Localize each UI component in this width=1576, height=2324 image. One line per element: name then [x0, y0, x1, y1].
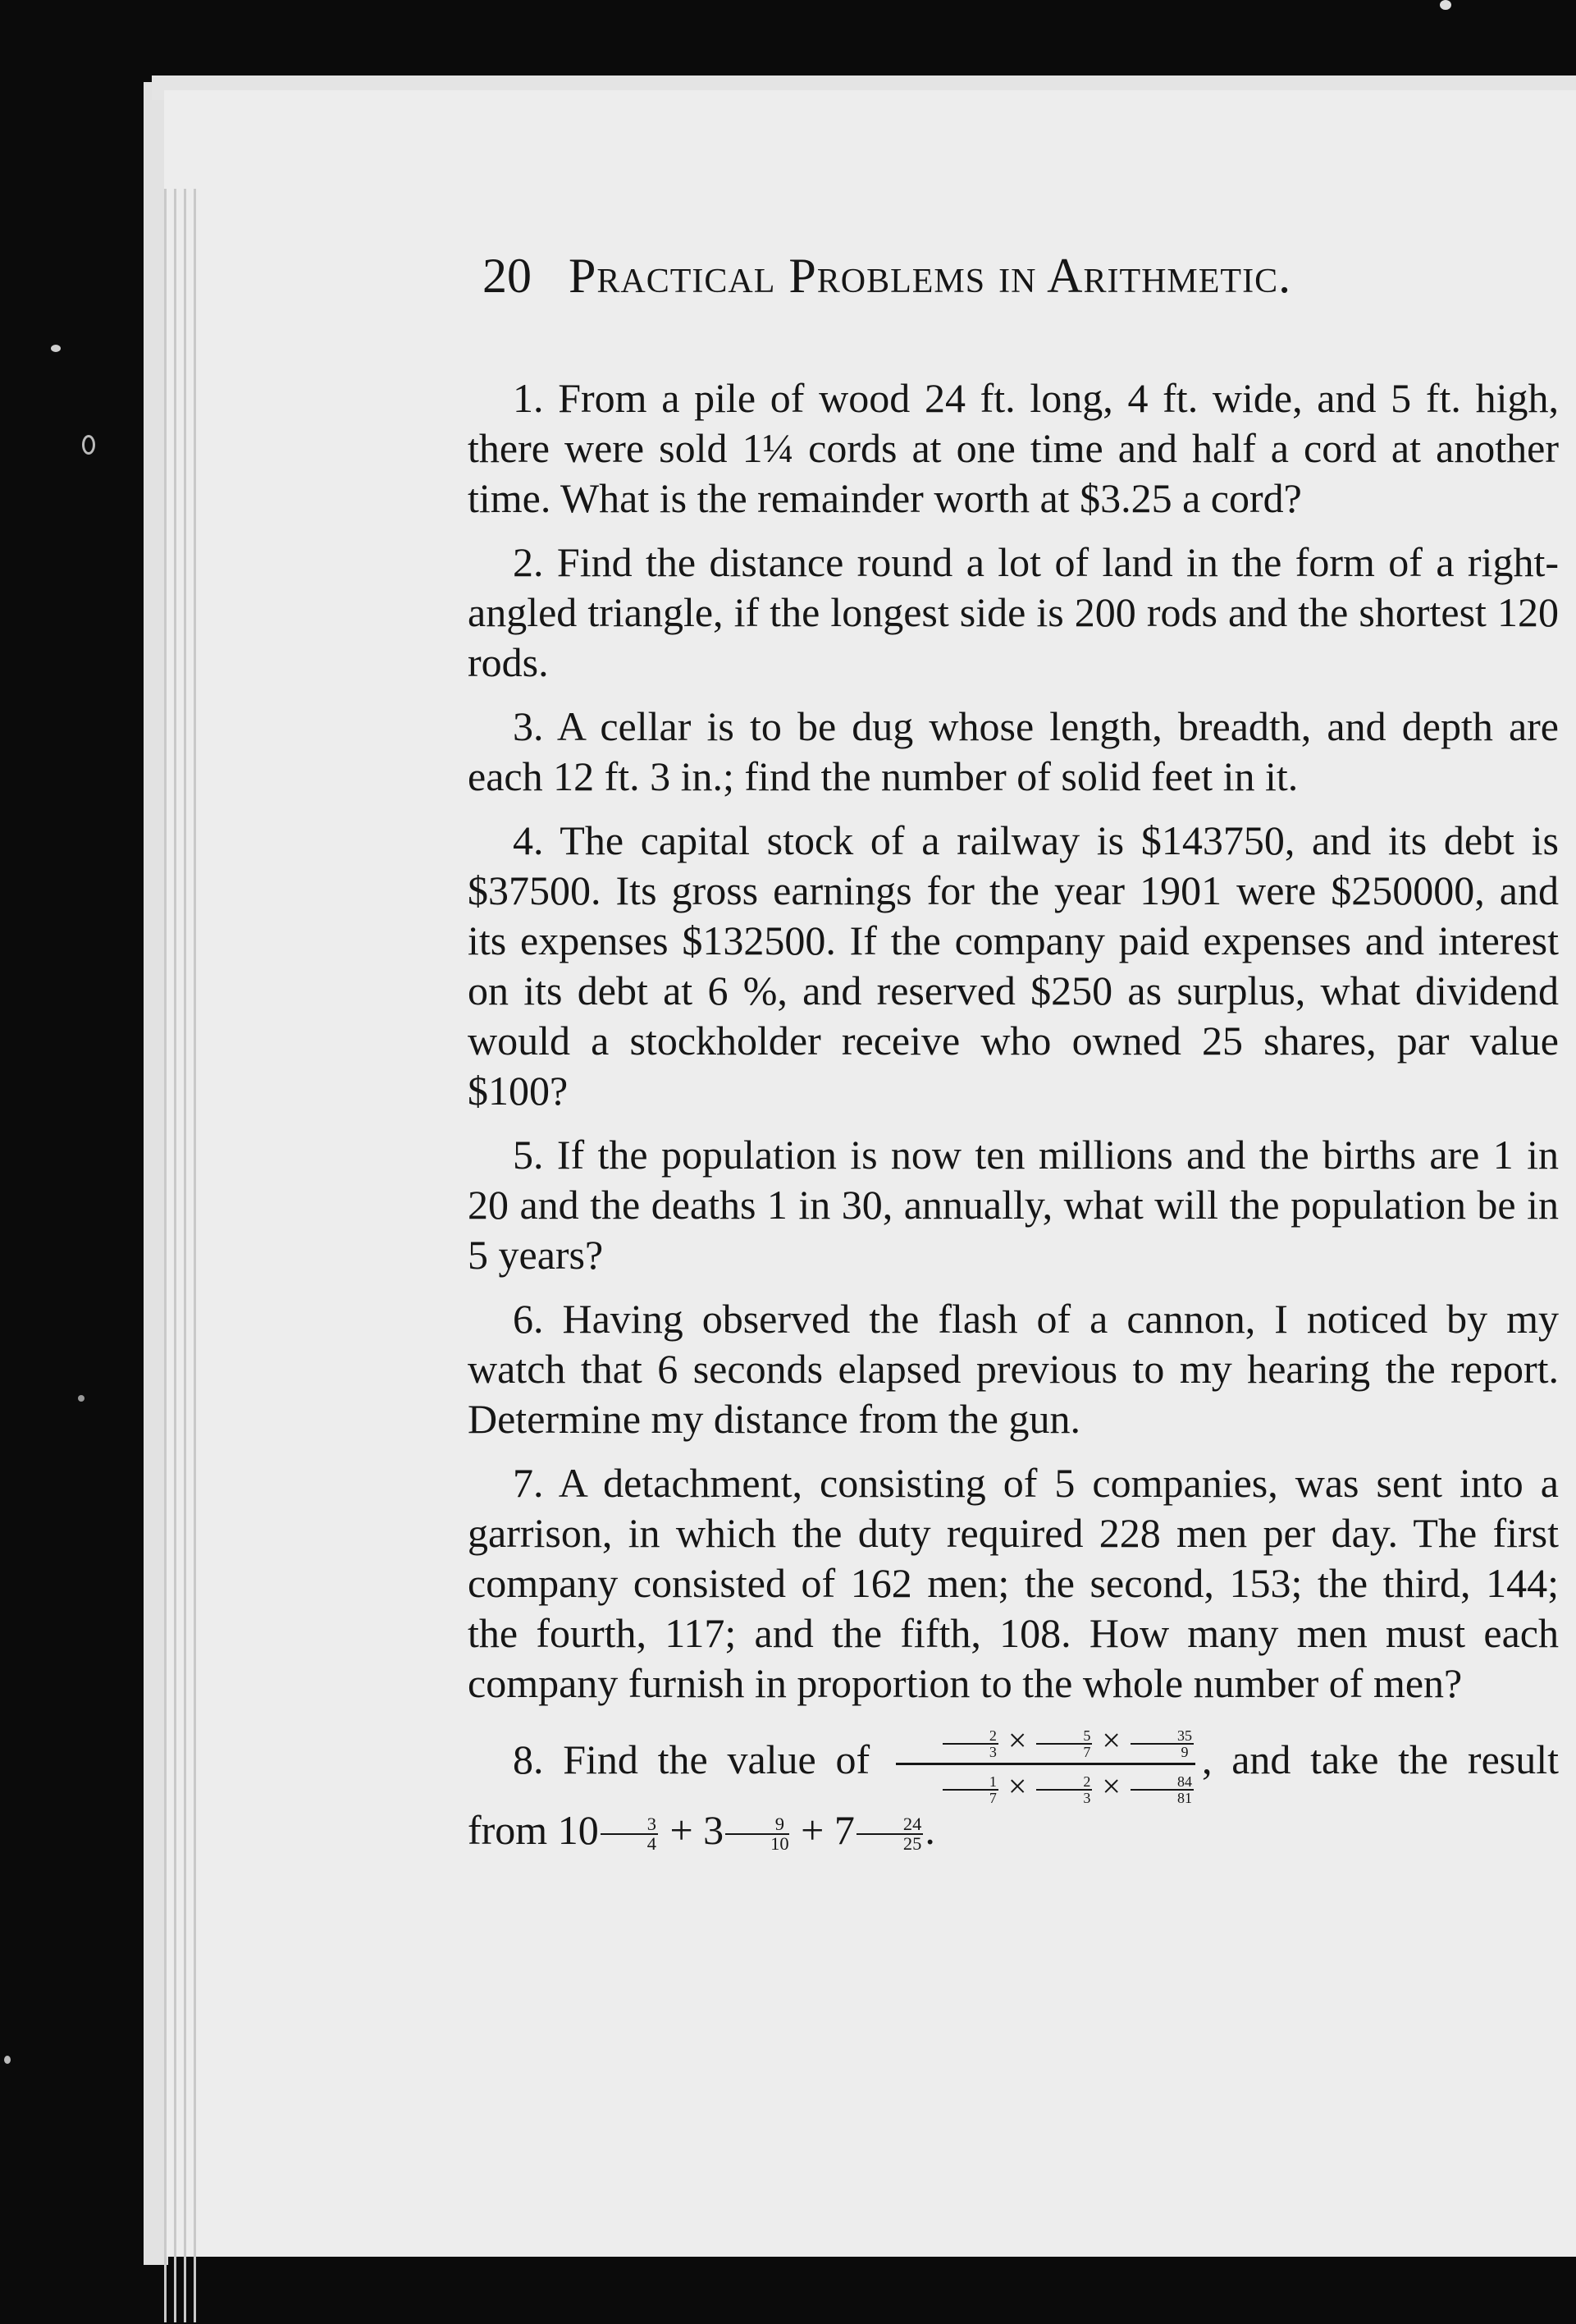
fraction-num: 2 [943, 1728, 998, 1745]
problem-6: 6. Having observed the flash of a cannon, I noticed by my watch that 6 seconds elapsed previous to my hearing the report. Determine my distance from the gun. [468, 1296, 1559, 1442]
fraction-den: 10 [770, 1833, 789, 1855]
problem-8 [468, 1722, 1559, 1855]
problem-1: 1. From a pile of wood 24 ft. long, 4 ft. wide, and 5 ft. high, there were sold 1¼ cords at one time and half a cord at another time. What is the remainder worth at $3.25 a cord? [468, 375, 1559, 521]
fraction-num: 84 [1131, 1774, 1194, 1791]
fraction [943, 1774, 998, 1805]
mixed-whole: 3 [703, 1806, 724, 1853]
fraction-den: 25 [902, 1833, 922, 1855]
fraction-num: 9 [725, 1815, 789, 1836]
scan-speck [4, 2056, 11, 2064]
fraction [1036, 1774, 1092, 1805]
times-sign: × [1007, 1722, 1027, 1759]
fraction [1131, 1774, 1194, 1805]
problem-7: 7. A detachment, consisting of 5 companies, was sent into a garrison, in which the duty required 228 men per day. The first company consisted of 162 men; the second, 153; the third, 144; the fourth, 117; and the fifth, 108. How many men must each company furnish in proportion to the whole number of men? [468, 1460, 1559, 1706]
fraction-num: 3 [601, 1815, 658, 1836]
fraction-den: 81 [1176, 1789, 1192, 1806]
fraction-den: 9 [1181, 1743, 1189, 1760]
mixed-number [703, 1807, 791, 1853]
fraction-num: 5 [1036, 1728, 1092, 1745]
mixed-number [558, 1807, 660, 1853]
fraction-den: 3 [1083, 1789, 1091, 1806]
plus-sign: + [669, 1806, 693, 1853]
fraction-num: 2 [1036, 1774, 1092, 1791]
fraction [601, 1815, 658, 1854]
fraction [1131, 1728, 1194, 1759]
page-stack-line [194, 189, 196, 2322]
page-stack-line [174, 189, 176, 2322]
page-stack-line [184, 189, 186, 2322]
fraction-num: 24 [857, 1815, 924, 1836]
times-sign: × [1102, 1767, 1121, 1805]
fraction-den: 7 [1083, 1743, 1091, 1760]
plus-sign: + [801, 1806, 825, 1853]
fraction-num: 1 [943, 1774, 998, 1791]
fraction-num: 35 [1131, 1728, 1194, 1745]
page-stack-line [164, 189, 167, 2322]
times-sign: × [1007, 1767, 1027, 1805]
fraction-den: 7 [989, 1789, 997, 1806]
problem-8-lead: 8. Find the value of [513, 1736, 870, 1782]
scan-speck [1440, 0, 1451, 10]
fraction [725, 1815, 789, 1854]
fraction [857, 1815, 924, 1854]
page-number: 20 [482, 249, 532, 303]
mixed-whole: 7 [834, 1806, 855, 1853]
running-title: Practical Problems in Arithmetic. [569, 249, 1292, 303]
times-sign: × [1102, 1722, 1121, 1759]
problem-4: 4. The capital stock of a railway is $143750, and its debt is $37500. Its gross earnings for the year 1901 were $250000, and its expenses $132500. If the company paid expenses and interest on its debt at 6 %, and reserved $250 as surplus, what dividend would a stockholder receive who owned 25 shares, par value $100? [468, 817, 1559, 1114]
problem-3: 3. A cellar is to be dug whose length, breadth, and depth are each 12 ft. 3 in.; find the number of solid feet in it. [468, 703, 1559, 799]
compound-numerator [896, 1722, 1195, 1765]
fraction-den: 4 [646, 1833, 656, 1855]
problem-8-end: . [925, 1806, 935, 1853]
problem-8-mid: , and take the result from [468, 1736, 1560, 1853]
mixed-whole: 10 [557, 1806, 599, 1853]
compound-denominator [896, 1765, 1195, 1805]
fraction [943, 1728, 998, 1759]
fraction-den: 3 [989, 1743, 997, 1760]
scan-speck [51, 345, 61, 352]
mixed-number [834, 1807, 925, 1853]
problem-2: 2. Find the distance round a lot of land in the form of a right-angled triangle, if the longest side is 200 rods and the shortest 120 rods. [468, 539, 1559, 685]
problem-list [468, 373, 1559, 1869]
page-header [482, 246, 1450, 305]
problem-5: 5. If the population is now ten millions and the births are 1 in 20 and the deaths 1 in 30, annually, what will the population be in 5 years? [468, 1132, 1559, 1278]
fraction [1036, 1728, 1092, 1759]
scan-speck [82, 435, 95, 455]
compound-fraction [896, 1722, 1195, 1805]
scan-speck [78, 1395, 85, 1402]
